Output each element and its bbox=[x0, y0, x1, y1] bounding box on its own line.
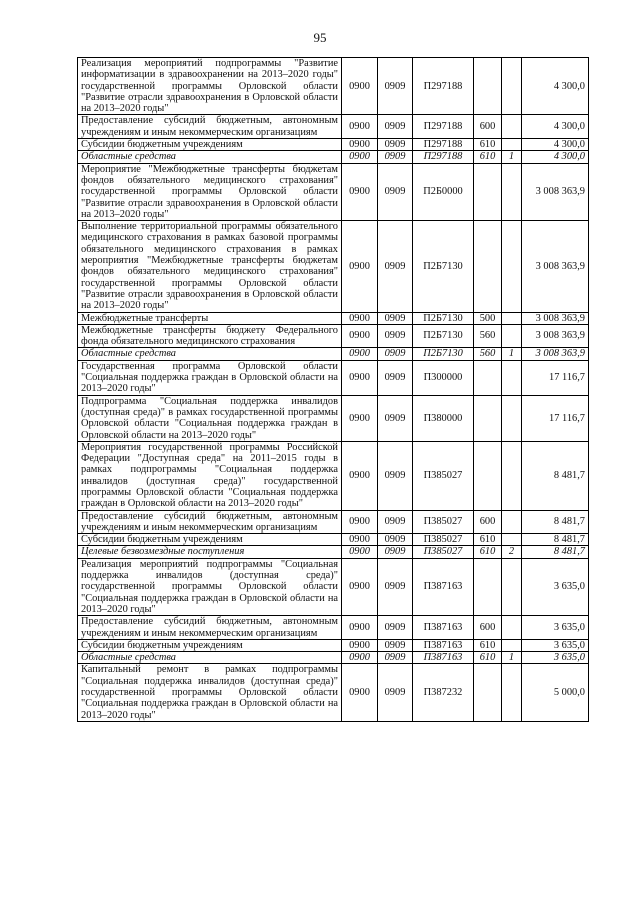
row-section-code: 0909 bbox=[378, 139, 413, 151]
budget-table bbox=[77, 57, 589, 722]
row-amount: 3 008 363,9 bbox=[522, 324, 589, 348]
row-section-code: 0909 bbox=[378, 115, 413, 139]
table-row bbox=[78, 324, 589, 348]
row-funding-source: 1 bbox=[502, 348, 522, 360]
row-amount: 3 635,0 bbox=[522, 652, 589, 664]
row-amount: 3 008 363,9 bbox=[522, 312, 589, 324]
row-target-article: П385027 bbox=[413, 534, 474, 546]
row-ministry-code: 0900 bbox=[342, 360, 378, 395]
row-expense-type bbox=[474, 58, 502, 115]
table-row bbox=[78, 639, 589, 651]
table-row bbox=[78, 534, 589, 546]
row-name: Государственная программа Орловской области "Социальная поддержка граждан в Орловской области на 2013–2020 годы" bbox=[78, 360, 342, 395]
row-ministry-code: 0900 bbox=[342, 151, 378, 163]
row-target-article: П2Б7130 bbox=[413, 324, 474, 348]
table-row bbox=[78, 312, 589, 324]
row-amount: 8 481,7 bbox=[522, 510, 589, 534]
table-row bbox=[78, 510, 589, 534]
row-section-code: 0909 bbox=[378, 58, 413, 115]
row-ministry-code: 0900 bbox=[342, 639, 378, 651]
row-expense-type bbox=[474, 360, 502, 395]
row-target-article: П387232 bbox=[413, 664, 474, 721]
row-section-code: 0909 bbox=[378, 534, 413, 546]
row-ministry-code: 0900 bbox=[342, 510, 378, 534]
table-row bbox=[78, 664, 589, 721]
row-expense-type: 610 bbox=[474, 139, 502, 151]
row-funding-source bbox=[502, 616, 522, 640]
row-amount: 3 635,0 bbox=[522, 616, 589, 640]
table-row bbox=[78, 652, 589, 664]
row-section-code: 0909 bbox=[378, 652, 413, 664]
row-ministry-code: 0900 bbox=[342, 652, 378, 664]
row-target-article: П2Б7130 bbox=[413, 348, 474, 360]
row-ministry-code: 0900 bbox=[342, 395, 378, 441]
row-name: Реализация мероприятий подпрограммы "Социальная поддержка инвалидов (доступная среда)" государственной программы Орловской области "Социальная поддержка граждан в Орловской области на 2013–2020 годы" bbox=[78, 558, 342, 615]
row-name: Предоставление субсидий бюджетным, автономным учреждениям и иным некоммерческим организациям bbox=[78, 616, 342, 640]
row-funding-source bbox=[502, 324, 522, 348]
row-target-article: П300000 bbox=[413, 360, 474, 395]
row-section-code: 0909 bbox=[378, 664, 413, 721]
row-expense-type bbox=[474, 441, 502, 510]
row-section-code: 0909 bbox=[378, 360, 413, 395]
row-funding-source bbox=[502, 312, 522, 324]
row-section-code: 0909 bbox=[378, 151, 413, 163]
table-row bbox=[78, 139, 589, 151]
table-row bbox=[78, 441, 589, 510]
row-target-article: П297188 bbox=[413, 58, 474, 115]
row-ministry-code: 0900 bbox=[342, 546, 378, 558]
row-funding-source bbox=[502, 58, 522, 115]
row-name: Капитальный ремонт в рамках подпрограммы "Социальная поддержка инвалидов (доступная среда)" государственной программы Орловской области "Социальная поддержка граждан в Орловской области на 2013–2020 годы" bbox=[78, 664, 342, 721]
row-ministry-code: 0900 bbox=[342, 441, 378, 510]
row-funding-source bbox=[502, 360, 522, 395]
row-target-article: П385027 bbox=[413, 510, 474, 534]
row-target-article: П385027 bbox=[413, 546, 474, 558]
row-target-article: П387163 bbox=[413, 558, 474, 615]
row-ministry-code: 0900 bbox=[342, 534, 378, 546]
row-name: Областные средства bbox=[78, 652, 342, 664]
row-name: Предоставление субсидий бюджетным, автономным учреждениям и иным некоммерческим организациям bbox=[78, 115, 342, 139]
table-row bbox=[78, 395, 589, 441]
row-name: Целевые безвозмездные поступления bbox=[78, 546, 342, 558]
row-name: Субсидии бюджетным учреждениям bbox=[78, 139, 342, 151]
row-ministry-code: 0900 bbox=[342, 58, 378, 115]
row-target-article: П2Б7130 bbox=[413, 312, 474, 324]
row-name: Мероприятия государственной программы Российской Федерации "Доступная среда" на 2011–2015 годы в рамках подпрограммы "Социальная поддержка инвалидов (доступная среда)" государственной программы Орловской области "Социальная поддержка граждан в Орловской области на 2013–2020 годы" bbox=[78, 441, 342, 510]
row-amount: 3 008 363,9 bbox=[522, 163, 589, 220]
row-name: Подпрограмма "Социальная поддержка инвалидов (доступная среда)" в рамках государственной программы Орловской области "Социальная поддержка граждан в Орловской области на 2013–2020 годы" bbox=[78, 395, 342, 441]
table-body bbox=[78, 58, 589, 722]
row-funding-source: 1 bbox=[502, 652, 522, 664]
row-section-code: 0909 bbox=[378, 395, 413, 441]
row-amount: 3 635,0 bbox=[522, 558, 589, 615]
row-target-article: П387163 bbox=[413, 616, 474, 640]
row-funding-source bbox=[502, 664, 522, 721]
row-expense-type bbox=[474, 163, 502, 220]
row-section-code: 0909 bbox=[378, 639, 413, 651]
row-funding-source bbox=[502, 441, 522, 510]
row-amount: 8 481,7 bbox=[522, 546, 589, 558]
row-expense-type: 610 bbox=[474, 639, 502, 651]
row-ministry-code: 0900 bbox=[342, 139, 378, 151]
row-expense-type bbox=[474, 221, 502, 312]
table-row bbox=[78, 616, 589, 640]
row-expense-type: 610 bbox=[474, 534, 502, 546]
row-name: Предоставление субсидий бюджетным, автономным учреждениям и иным некоммерческим организациям bbox=[78, 510, 342, 534]
row-section-code: 0909 bbox=[378, 163, 413, 220]
table-row bbox=[78, 558, 589, 615]
row-funding-source: 1 bbox=[502, 151, 522, 163]
row-target-article: П387163 bbox=[413, 652, 474, 664]
row-target-article: П387163 bbox=[413, 639, 474, 651]
row-expense-type: 610 bbox=[474, 546, 502, 558]
row-section-code: 0909 bbox=[378, 324, 413, 348]
row-expense-type bbox=[474, 395, 502, 441]
row-section-code: 0909 bbox=[378, 546, 413, 558]
row-name: Выполнение территориальной программы обязательного медицинского страхования в рамках базовой программы обязательного медицинского страхования в рамках мероприятия "Межбюджетные трансферты бюджетам фондов обязательного медицинского страхования" государственной программы Орловской области "Развитие отрасли здравоохранения в Орловской области на 2013–2020 годы" bbox=[78, 221, 342, 312]
row-funding-source bbox=[502, 395, 522, 441]
row-expense-type bbox=[474, 558, 502, 615]
row-funding-source bbox=[502, 115, 522, 139]
row-section-code: 0909 bbox=[378, 312, 413, 324]
row-ministry-code: 0900 bbox=[342, 664, 378, 721]
row-amount: 17 116,7 bbox=[522, 395, 589, 441]
row-funding-source bbox=[502, 558, 522, 615]
row-expense-type: 500 bbox=[474, 312, 502, 324]
row-target-article: П2Б0000 bbox=[413, 163, 474, 220]
row-funding-source bbox=[502, 639, 522, 651]
row-amount: 4 300,0 bbox=[522, 58, 589, 115]
row-amount: 8 481,7 bbox=[522, 441, 589, 510]
row-target-article: П297188 bbox=[413, 139, 474, 151]
row-expense-type: 600 bbox=[474, 616, 502, 640]
row-expense-type bbox=[474, 664, 502, 721]
row-amount: 3 008 363,9 bbox=[522, 348, 589, 360]
row-target-article: П2Б7130 bbox=[413, 221, 474, 312]
row-expense-type: 610 bbox=[474, 652, 502, 664]
row-ministry-code: 0900 bbox=[342, 163, 378, 220]
row-amount: 5 000,0 bbox=[522, 664, 589, 721]
row-amount: 3 008 363,9 bbox=[522, 221, 589, 312]
row-funding-source bbox=[502, 510, 522, 534]
row-expense-type: 560 bbox=[474, 348, 502, 360]
row-ministry-code: 0900 bbox=[342, 221, 378, 312]
table-row bbox=[78, 151, 589, 163]
table-row bbox=[78, 348, 589, 360]
row-section-code: 0909 bbox=[378, 441, 413, 510]
row-ministry-code: 0900 bbox=[342, 324, 378, 348]
row-amount: 8 481,7 bbox=[522, 534, 589, 546]
row-name: Мероприятие "Межбюджетные трансферты бюджетам фондов обязательного медицинского страхования" государственной программы Орловской области "Развитие отрасли здравоохранения в Орловской области на 2013–2020 годы" bbox=[78, 163, 342, 220]
row-funding-source bbox=[502, 221, 522, 312]
row-expense-type: 600 bbox=[474, 510, 502, 534]
table-row bbox=[78, 58, 589, 115]
row-amount: 4 300,0 bbox=[522, 115, 589, 139]
row-section-code: 0909 bbox=[378, 558, 413, 615]
row-funding-source: 2 bbox=[502, 546, 522, 558]
row-name: Субсидии бюджетным учреждениям bbox=[78, 639, 342, 651]
row-amount: 17 116,7 bbox=[522, 360, 589, 395]
row-ministry-code: 0900 bbox=[342, 558, 378, 615]
row-name: Реализация мероприятий подпрограммы "Развитие информатизации в здравоохранении на 2013–2020 годы" государственной программы Орловской области "Развитие отрасли здравоохранения в Орловской области на 2013–2020 годы" bbox=[78, 58, 342, 115]
row-amount: 3 635,0 bbox=[522, 639, 589, 651]
row-expense-type: 610 bbox=[474, 151, 502, 163]
row-section-code: 0909 bbox=[378, 616, 413, 640]
row-funding-source bbox=[502, 139, 522, 151]
page-number: 95 bbox=[313, 30, 327, 45]
row-target-article: П380000 bbox=[413, 395, 474, 441]
table-row bbox=[78, 163, 589, 220]
row-ministry-code: 0900 bbox=[342, 312, 378, 324]
row-funding-source bbox=[502, 534, 522, 546]
table-row bbox=[78, 221, 589, 312]
table-row bbox=[78, 115, 589, 139]
row-amount: 4 300,0 bbox=[522, 139, 589, 151]
row-ministry-code: 0900 bbox=[342, 115, 378, 139]
row-section-code: 0909 bbox=[378, 510, 413, 534]
row-expense-type: 600 bbox=[474, 115, 502, 139]
row-target-article: П297188 bbox=[413, 151, 474, 163]
table-row bbox=[78, 360, 589, 395]
row-expense-type: 560 bbox=[474, 324, 502, 348]
table-row bbox=[78, 546, 589, 558]
row-target-article: П297188 bbox=[413, 115, 474, 139]
row-name: Субсидии бюджетным учреждениям bbox=[78, 534, 342, 546]
row-name: Межбюджетные трансферты bbox=[78, 312, 342, 324]
row-section-code: 0909 bbox=[378, 348, 413, 360]
row-ministry-code: 0900 bbox=[342, 348, 378, 360]
row-target-article: П385027 bbox=[413, 441, 474, 510]
row-name: Областные средства bbox=[78, 151, 342, 163]
row-ministry-code: 0900 bbox=[342, 616, 378, 640]
row-name: Областные средства bbox=[78, 348, 342, 360]
row-section-code: 0909 bbox=[378, 221, 413, 312]
row-amount: 4 300,0 bbox=[522, 151, 589, 163]
row-funding-source bbox=[502, 163, 522, 220]
row-name: Межбюджетные трансферты бюджету Федерального фонда обязательного медицинского страхования bbox=[78, 324, 342, 348]
